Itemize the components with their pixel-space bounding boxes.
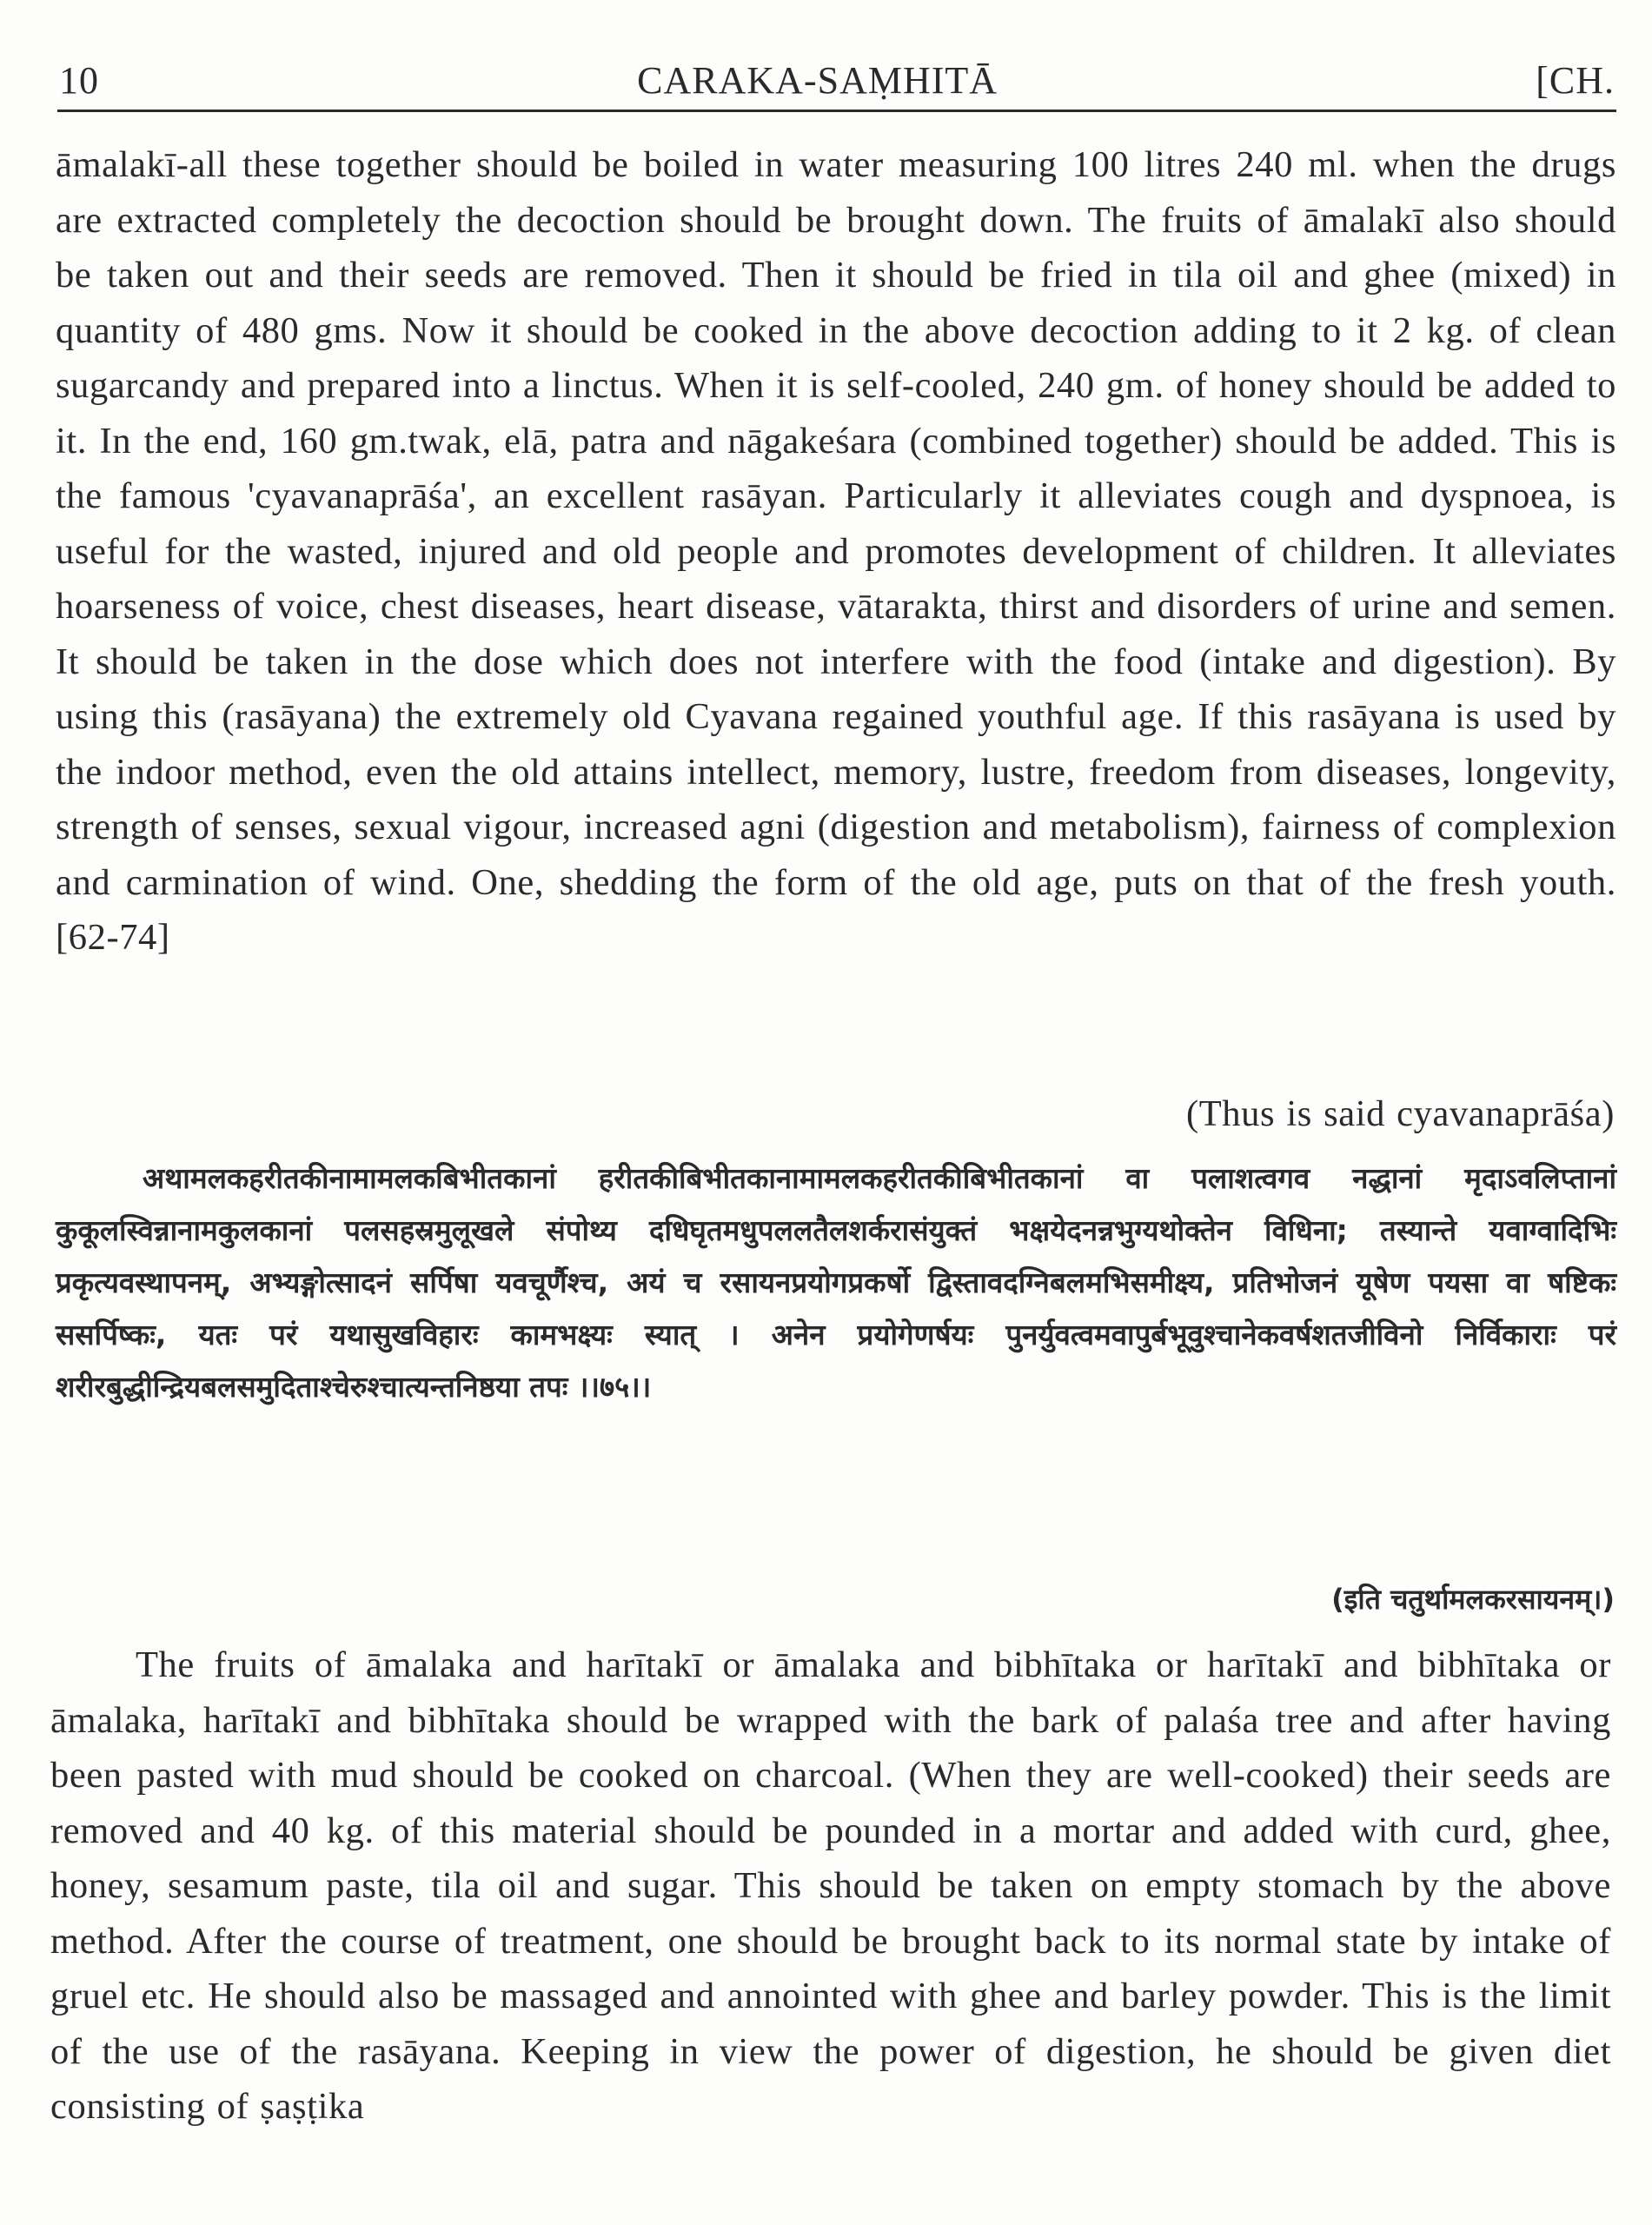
chapter-marker: [CH.	[1536, 59, 1615, 102]
translation-block-2	[50, 1637, 1611, 2135]
sanskrit-verse: अथामलकहरीतकीनामामलकबिभीतकानां हरीतकीबिभीतकानामामलकहरीतकीबिभीतकानां वा पलाशत्वगव नद्धानां मृदाऽवलिप्तानां कुकूलस्विन्नानामकुलकानां पलसहस्रमुलूखले संपोथ्य दधिघृतमधुपललतैलशर्करासंयुक्तं भक्षयेदनन्नभुग्यथोक्तेन विधिना; तस्यान्ते यवाग्वादिभिः प्रकृत्यवस्थापनम्, अभ्यङ्गोत्सादनं सर्पिषा यवचूर्णैश्च, अयं च रसायनप्रयोगप्रकर्षो द्विस्तावदग्निबलमभिसमीक्ष्य, प्रतिभोजनं यूषेण पयसा वा षष्टिकः ससर्पिष्कः, यतः परं यथासुखविहारः कामभक्ष्यः स्यात् । अनेन प्रयोगेणर्षयः पुनर्युवत्वमवापुर्बभूवुश्चानेकवर्षशतजीविनो निर्विकाराः परं शरीरबुद्धीन्द्रियबलसमुदिताश्चेरुश्चात्यन्तनिष्ठया तपः ।।७५।।	[56, 1161, 1616, 1404]
section-closing-english: (Thus is said cyavanaprāśa)	[1185, 1093, 1615, 1134]
section-closing-sanskrit: (इति चतुर्थामलकरसायनम्।)	[1331, 1583, 1615, 1616]
book-page	[50, 50, 1615, 2188]
translation-block-1	[56, 137, 1616, 966]
paragraph-amalaka-rasayana: The fruits of āmalaka and harītakī or āmalaka and bibhītaka or harītakī and bibhītaka or āmalaka, harītakī and bibhītaka should be wrapped with the bark of palaśa tree and after having been pasted with mud should be cooked on charcoal. (When they are well-cooked) their seeds are removed and 40 kg. of this material should be pounded in a mortar and added with curd, ghee, honey, sesamum paste, tila oil and sugar. This should be taken on empty stomach by the above method. After the course of treatment, one should be brought back to its normal state by intake of gruel etc. He should also be massaged and annointed with ghee and barley powder. This is the limit of the use of the rasāyana. Keeping in view the power of digestion, he should be given diet consisting of ṣaṣṭika	[50, 1644, 1611, 2127]
header-rule	[57, 110, 1616, 112]
paragraph-cyavanaprasa: āmalakī-all these together should be boiled in water measuring 100 litres 240 ml. when the drugs are extracted completely the decoction should be brought down. The fruits of āmalakī also should be taken out and their seeds are removed. Then it should be fried in tila oil and ghee (mixed) in quantity of 480 gms. Now it should be cooked in the above decoction adding to it 2 kg. of clean sugarcandy and prepared into a linctus. When it is self-cooled, 240 gm. of honey should be added to it. In the end, 160 gm.twak, elā, patra and nāgakeśara (combined together) should be added. This is the famous 'cyavanaprāśa', an excellent rasāyan. Particularly it alleviates cough and dyspnoea, is useful for the wasted, injured and old people and promotes development of children. It alleviates hoarseness of voice, chest diseases, heart disease, vātarakta, thirst and disorders of urine and semen. It should be taken in the dose which does not interfere with the food (intake and digestion). By using this (rasāyana) the extremely old Cyavana regained youthful age. If this rasāyana is used by the indoor method, even the old attains intellect, memory, lustre, freedom from diseases, longevity, strength of senses, sexual vigour, increased agni (digestion and metabolism), fairness of complexion and carmination of wind. One, shedding the form of the old age, puts on that of the fresh youth. [62-74]	[56, 144, 1616, 958]
page-number: 10	[59, 59, 99, 102]
book-title: CARAKA-SAṂHITĀ	[637, 59, 998, 102]
running-head	[59, 50, 1615, 103]
